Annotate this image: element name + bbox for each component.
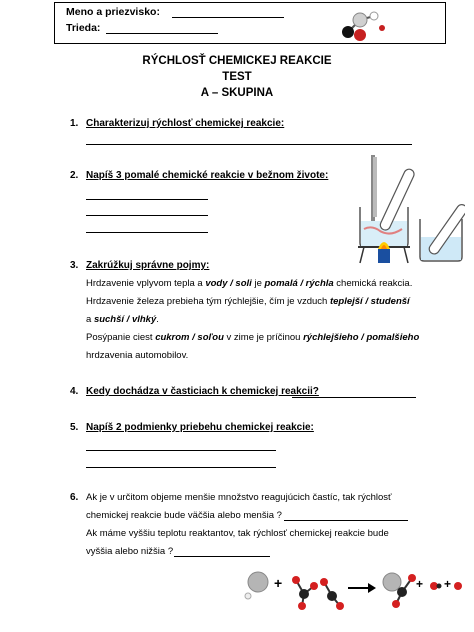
name-blank[interactable] [172, 17, 284, 18]
q6-line-1: Ak je v určitom objeme menšie množstvo reagujúcich častíc, tak rýchlosť [86, 492, 392, 503]
svg-text:+: + [274, 575, 283, 591]
q5-answer-line-2[interactable] [86, 467, 276, 468]
q6-line-4: vyššia alebo nižšia ? [86, 546, 174, 557]
q2-text: Napíš 3 pomalé chemické reakcie v bežnom živote: [86, 170, 329, 181]
q5-text: Napíš 2 podmienky priebehu chemickej reakcie: [86, 422, 314, 433]
q3-choice-pomala-rychla[interactable]: pomalá / rýchla [264, 278, 334, 289]
heated-beaker-with-test-tube-icon [340, 155, 465, 265]
q6-number: 6. [70, 492, 79, 503]
q2-answer-line-2[interactable] [86, 215, 208, 216]
q3-line-4: Posýpanie ciest cukrom / soľou v zime je príčinou rýchlejšieho / pomalšieho [86, 332, 420, 343]
q4-number: 4. [70, 386, 79, 397]
q6-line-2: chemickej reakcie bude väčšia alebo menšia ? [86, 510, 282, 521]
q3-choice-cukrom-solou[interactable]: cukrom / soľou [155, 332, 224, 343]
q4-text: Kedy dochádza v časticiach k chemickej reakcii? [86, 386, 319, 397]
q3-text: Zakrúžkuj správne pojmy: [86, 260, 210, 271]
svg-text:+: + [416, 577, 424, 591]
q3-choice-rychlejsieho-pomalsieho[interactable]: rýchlejšieho / pomalšieho [303, 332, 420, 343]
q3-number: 3. [70, 260, 79, 271]
q5-number: 5. [70, 422, 79, 433]
q3-line-3: a suchší / vlhký. [86, 314, 159, 325]
q3-line-2: Hrdzavenie železa prebieha tým rýchlejšie, čím je vzduch teplejší / studenší [86, 296, 410, 307]
q1-text: Charakterizuj rýchlosť chemickej reakcie: [86, 118, 285, 129]
q3-choice-suchsi-vlhky[interactable]: suchší / vlhký [93, 314, 157, 325]
q2-number: 2. [70, 170, 79, 181]
q6-answer-line-2[interactable] [174, 556, 270, 557]
title-line2: TEST [222, 71, 252, 83]
q6-line-3: Ak máme vyššiu teplotu reaktantov, tak rýchlosť chemickej reakcie bude [86, 528, 389, 539]
title-line3: A – SKUPINA [200, 87, 274, 99]
name-label: Meno a priezvisko: [66, 6, 160, 18]
q2-answer-line-1[interactable] [86, 199, 208, 200]
svg-text:+: + [444, 577, 452, 591]
q1-answer-line[interactable] [86, 144, 412, 145]
class-blank[interactable] [106, 33, 218, 34]
class-label: Trieda: [66, 22, 101, 34]
q3-choice-teplejsi-studensi[interactable]: teplejší / studenší [329, 296, 410, 307]
q4-answer-line[interactable] [292, 397, 416, 398]
name-field[interactable] [66, 6, 160, 18]
q5-answer-line-1[interactable] [86, 450, 276, 451]
q6-answer-line-1[interactable] [284, 520, 408, 521]
q3-choice-voda-sol[interactable]: vody / soli [205, 278, 252, 289]
q3-line-5: hrdzavenia automobilov. [86, 350, 189, 361]
q3-line-1: Hrdzavenie vplyvom tepla a vody / soli je pomalá / rýchla chemická reakcia. [86, 278, 413, 289]
molecule-model-icon [338, 6, 396, 42]
q2-answer-line-3[interactable] [86, 232, 208, 233]
title-line1: RÝCHLOSŤ CHEMICKEJ REAKCIE [142, 55, 332, 67]
q1-number: 1. [70, 118, 79, 129]
class-field[interactable] [66, 22, 100, 34]
molecular-reaction-equation-icon [236, 566, 466, 616]
